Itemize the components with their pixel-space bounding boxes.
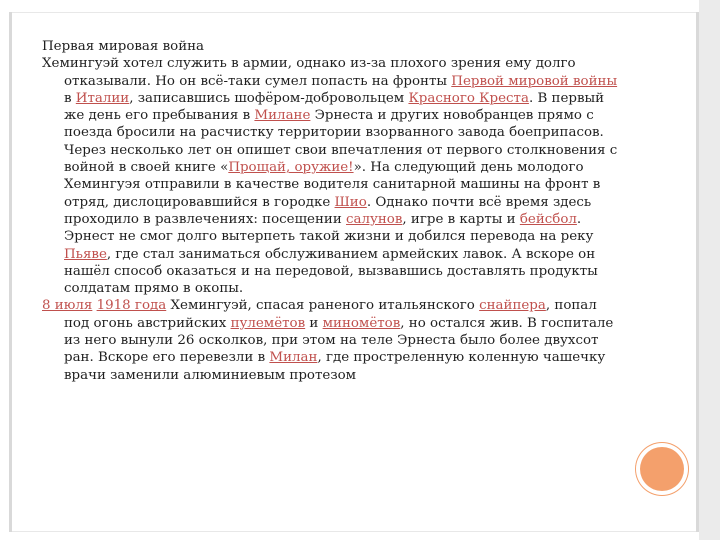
hyperlink[interactable]: Шио xyxy=(334,194,367,210)
paragraph-text: , попал под огонь австрийских xyxy=(64,298,597,331)
hyperlink[interactable]: Италии xyxy=(75,90,130,106)
paragraph-text: в xyxy=(64,90,76,106)
paragraph-text: ». На следующий день молодого Хемингуэя отправили в качестве водителя санитарной машины на фронт в отряд, дислоцировавшийся в городке xyxy=(64,160,601,210)
paragraph-text: Эрнеста и других новобранцев прямо с поезда бросили на расчистку территории взорванного завода боеприпасов. Через несколько лет он опишет свои впечатления от первого столкновения с войной в своей книге « xyxy=(64,108,618,176)
hyperlink[interactable]: Милане xyxy=(254,108,311,124)
hyperlink[interactable]: Красного Креста xyxy=(408,90,529,106)
hyperlink[interactable]: миномётов xyxy=(322,315,401,331)
paragraph-text: , где простреленную коленную чашечку врачи заменили алюминиевым протезом xyxy=(64,350,606,383)
paragraph-text: , записавшись шофёром-добровольцем xyxy=(129,90,409,106)
hyperlink[interactable]: 1918 года xyxy=(96,298,167,314)
slide-body xyxy=(42,38,622,384)
paragraph-text: Хемингуэй, спасая раненого итальянского xyxy=(166,298,480,314)
paragraph-text: . В первый же день его пребывания в xyxy=(64,90,605,124)
hyperlink[interactable]: бейсбол xyxy=(519,211,577,227)
slide-heading: Первая мировая война xyxy=(42,39,205,54)
hyperlink[interactable]: Первой мировой войны xyxy=(451,73,618,89)
hyperlink[interactable]: 8 июля xyxy=(42,298,93,314)
hyperlink[interactable]: пулемётов xyxy=(230,315,306,331)
frame-right-line xyxy=(696,12,699,532)
hyperlink[interactable]: салунов xyxy=(346,211,403,227)
paragraph-1 xyxy=(42,55,622,297)
frame-left-line xyxy=(9,12,12,532)
paragraph-text: , игре в карты и xyxy=(402,211,520,227)
decorative-side-band xyxy=(699,0,720,540)
hyperlink[interactable]: Прощай, оружие! xyxy=(228,160,354,176)
paragraph-text: , где стал заниматься обслуживанием армейских лавок. А вскоре он нашёл способ оказаться и на передовой, вызвавшись доставлять продукты солдатам прямо в окопы. xyxy=(64,246,598,297)
frame-bottom-line xyxy=(9,531,699,532)
hyperlink[interactable]: снайпера xyxy=(479,298,546,314)
paragraph-2 xyxy=(42,297,622,383)
paragraph-text: и xyxy=(305,315,323,331)
paragraph-text: Хемингуэй хотел служить в армии, однако из-за плохого зрения ему долго отказывали. Но он всё-таки сумел попасть на фронты xyxy=(42,56,576,89)
decorative-orange-circle xyxy=(640,447,684,491)
paragraph-text: . Однако почти всё время здесь проходило в развлечениях: посещении xyxy=(64,194,592,227)
hyperlink[interactable]: Пьяве xyxy=(64,246,107,262)
frame-top-line xyxy=(9,12,699,13)
hyperlink[interactable]: Милан xyxy=(269,350,318,366)
paragraph-text: . Эрнест не смог долго вытерпеть такой жизни и добился перевода на реку xyxy=(64,211,594,245)
paragraph-text: , но остался жив. В госпитале из него вынули 26 осколков, при этом на теле Эрнеста было более двухсот ран. Вскоре его перевезли в xyxy=(64,315,614,366)
